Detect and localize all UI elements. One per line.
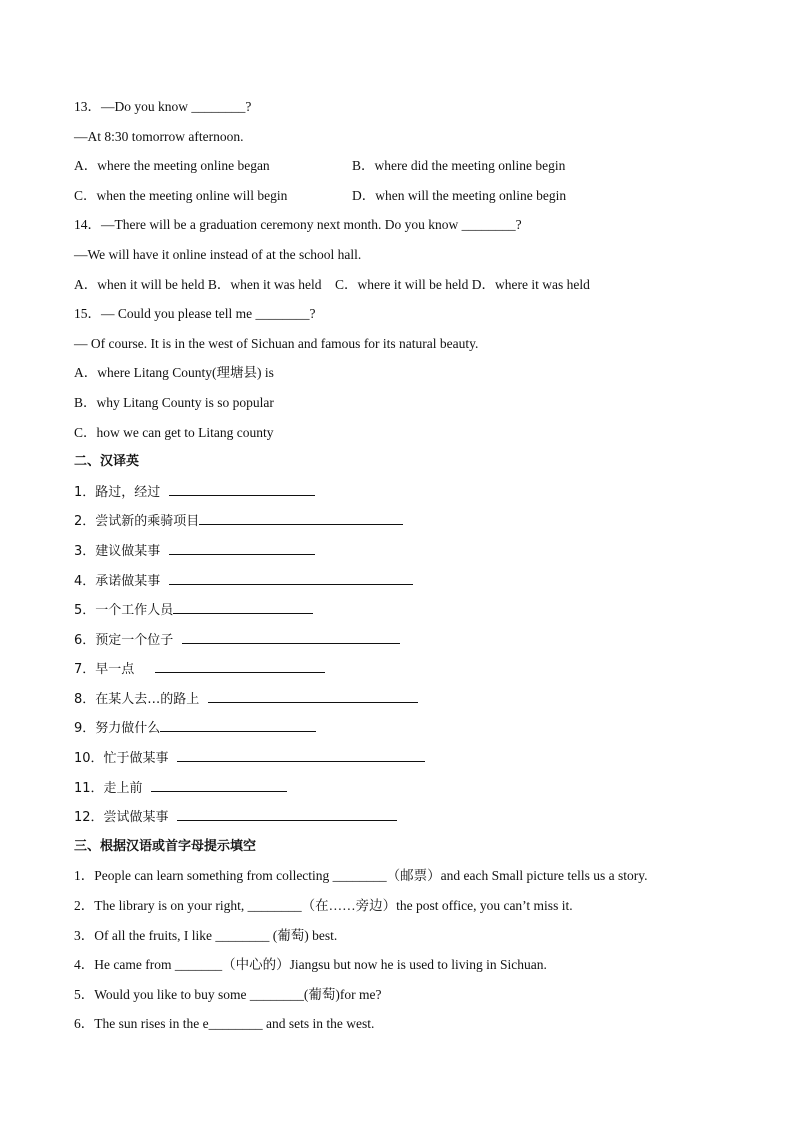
question-15-option-c: C．how we can get to Litang county bbox=[74, 424, 274, 440]
fill-item-6: 6．The sun rises in the e________ and sets in the west. bbox=[74, 1016, 375, 1032]
fill-item-3: 3．Of all the fruits, I like ________ (葡萄) best. bbox=[74, 927, 338, 943]
fill-item-4: 4．He came from _______（中心的）Jiangsu but now he is used to living in Sichuan. bbox=[74, 957, 547, 973]
option-c: C．when the meeting online will begin bbox=[74, 187, 288, 203]
translation-item-7: 7．早一点 bbox=[74, 658, 754, 688]
fill-item-1: 1．People can learn something from collecting ________（邮票）and each Small picture tells us a story. bbox=[74, 868, 648, 884]
translation-item-3: 3．建议做某事 bbox=[74, 540, 754, 570]
answer-blank[interactable] bbox=[177, 806, 397, 821]
translation-item-5: 5．一个工作人员 bbox=[74, 599, 754, 629]
answer-blank[interactable] bbox=[182, 629, 400, 644]
answer-blank[interactable] bbox=[199, 510, 403, 525]
question-13-stem: 13．—Do you know ________? bbox=[74, 99, 252, 114]
worksheet bbox=[74, 96, 754, 1043]
answer-blank[interactable] bbox=[160, 717, 316, 732]
question-14-options: A．when it will be held B．when it was held C．where it will be held D．where it was held bbox=[74, 276, 590, 292]
answer-blank[interactable] bbox=[169, 570, 413, 585]
option-d: D．when will the meeting online begin bbox=[352, 187, 567, 203]
option-b: B．where did the meeting online begin bbox=[352, 158, 566, 174]
question-13-options-cd bbox=[74, 185, 754, 215]
translation-item-11: 11．走上前 bbox=[74, 777, 754, 807]
answer-blank[interactable] bbox=[169, 540, 315, 555]
answer-blank[interactable] bbox=[173, 599, 313, 614]
section-2-title: 二、汉译英 bbox=[74, 454, 140, 470]
question-14-answer: —We will have it online instead of at the school hall. bbox=[74, 246, 362, 262]
translation-item-8: 8．在某人去…的路上 bbox=[74, 688, 754, 718]
answer-blank[interactable] bbox=[169, 481, 315, 496]
fill-item-2: 2．The library is on your right, ________（在……旁边）the post office, you can’t miss it. bbox=[74, 898, 573, 914]
section-3-title: 三、根据汉语或首字母提示填空 bbox=[74, 838, 257, 854]
question-15-option-b: B．why Litang County is so popular bbox=[74, 394, 274, 410]
question-15-option-a: A．where Litang County(理塘县) is bbox=[74, 365, 274, 381]
question-14-stem: 14．—There will be a graduation ceremony next month. Do you know ________? bbox=[74, 217, 522, 233]
question-15-stem: 15．— Could you please tell me ________? bbox=[74, 306, 316, 322]
question-13-options-ab bbox=[74, 155, 754, 185]
translation-item-12: 12．尝试做某事 bbox=[74, 806, 754, 836]
answer-blank[interactable] bbox=[177, 747, 425, 762]
answer-blank[interactable] bbox=[155, 658, 325, 673]
answer-blank[interactable] bbox=[208, 688, 418, 703]
translation-item-2: 2．尝试新的乘骑项目 bbox=[74, 510, 754, 540]
translation-item-6: 6．预定一个位子 bbox=[74, 629, 754, 659]
translation-item-1: 1．路过，经过 bbox=[74, 481, 754, 511]
translation-item-10: 10．忙于做某事 bbox=[74, 747, 754, 777]
option-a: A．where the meeting online began bbox=[74, 158, 270, 174]
question-15-answer: — Of course. It is in the west of Sichuan and famous for its natural beauty. bbox=[74, 335, 479, 351]
fill-item-5: 5．Would you like to buy some ________(葡萄)for me? bbox=[74, 986, 382, 1002]
answer-blank[interactable] bbox=[151, 777, 287, 792]
translation-item-4: 4．承诺做某事 bbox=[74, 570, 754, 600]
question-13-answer: —At 8:30 tomorrow afternoon. bbox=[74, 128, 244, 144]
translation-item-9: 9．努力做什么 bbox=[74, 717, 754, 747]
